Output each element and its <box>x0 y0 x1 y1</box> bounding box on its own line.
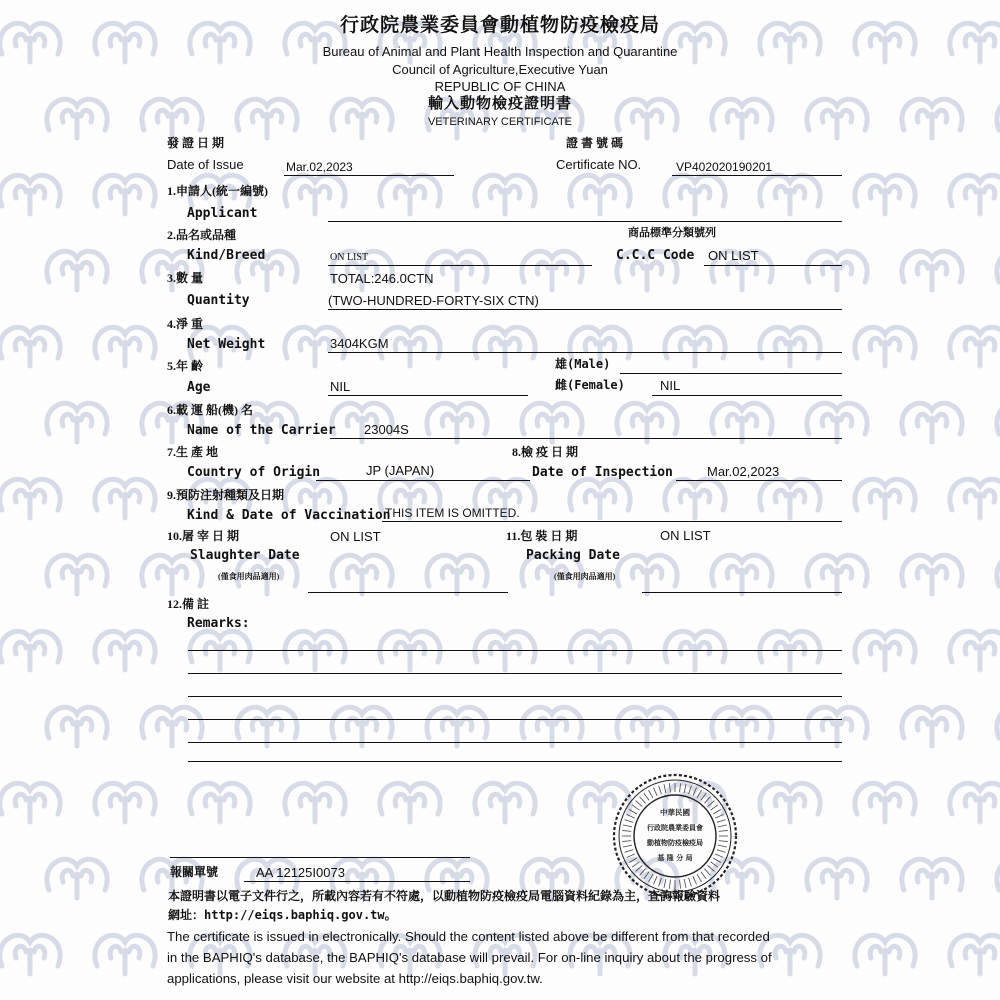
watermark-motif <box>760 479 820 518</box>
applicant-label-zh: 1.申請人(統一編號) <box>167 184 268 198</box>
inspection-line <box>676 480 842 481</box>
watermark-motif <box>475 327 535 366</box>
seal-ring-mark <box>711 805 718 810</box>
ccc-code-line <box>704 265 842 266</box>
ccc-code-label-zh: 商品標準分類號列 <box>628 227 716 239</box>
watermark-motif <box>190 783 250 822</box>
watermark-motif <box>760 327 820 366</box>
certificate-number-label: Certificate NO. <box>556 157 642 172</box>
watermark-motif <box>807 859 867 898</box>
watermark-motif <box>950 479 1000 518</box>
seal-ring-mark <box>625 850 634 853</box>
seal-line-4: 基 隆 分 局 <box>657 854 693 862</box>
customs-number-line <box>244 881 470 882</box>
watermark-motif <box>950 935 1000 974</box>
seal-ring-mark <box>649 790 654 798</box>
watermark-motif <box>807 555 867 594</box>
net-weight-label: Net Weight <box>187 337 266 352</box>
seal-ring-mark <box>664 879 666 888</box>
age-label: Age <box>187 380 211 395</box>
seal-ring-mark <box>625 820 634 823</box>
watermark-motif <box>950 327 1000 366</box>
watermark-motif <box>47 707 107 746</box>
seal-ring-mark <box>623 845 632 847</box>
seal-ring-mark <box>708 801 715 807</box>
watermark-motif <box>712 403 772 442</box>
remarks-line <box>188 719 842 720</box>
agency-title-en: Bureau of Animal and Plant Health Inspection and Quarantine <box>322 44 678 59</box>
watermark-motif <box>902 555 962 594</box>
remarks-line <box>188 742 842 743</box>
watermark-motif <box>902 403 962 442</box>
watermark-motif <box>0 783 60 822</box>
seal-ring-mark <box>693 788 697 796</box>
seal-ring-mark <box>704 797 710 804</box>
watermark-motif <box>617 403 677 442</box>
certificate-number-line <box>672 175 842 176</box>
seal-ring-mark <box>629 858 637 863</box>
remarks-label-zh: 12.備 註 <box>167 597 210 611</box>
seal-ring-mark <box>701 872 706 879</box>
watermark-motif <box>902 859 962 898</box>
watermark-motif <box>142 707 202 746</box>
packing-label: Packing Date <box>526 548 620 563</box>
seal-ring-mark <box>693 876 697 884</box>
watermark-motif <box>855 479 915 518</box>
watermark-motif <box>570 479 630 518</box>
watermark-motif <box>95 327 155 366</box>
seal-ring-mark <box>719 841 728 842</box>
remarks-line <box>188 761 842 762</box>
seal-line-1: 中華民國 <box>660 808 690 817</box>
applicant-line <box>328 221 842 222</box>
watermark-motif <box>47 251 107 290</box>
kind-label-zh: 2.品名或品種 <box>167 228 237 242</box>
customs-number-label: 報關單號 <box>170 865 219 879</box>
remarks-label: Remarks: <box>187 616 250 631</box>
document-title-en: VETERINARY CERTIFICATE <box>427 116 573 128</box>
watermark-motif <box>522 251 582 290</box>
seal-ring-mark <box>632 805 639 810</box>
seal-ring-mark <box>629 810 637 815</box>
footer-note-zh-1: 本證明書以電子文件行之，所載內容若有不符處，以動植物防疫檢疫局電腦資料紀錄為主，查詢報驗資料 <box>168 889 721 903</box>
slaughter-line <box>308 592 508 593</box>
watermark-motif <box>665 479 725 518</box>
watermark-motif <box>0 175 60 214</box>
seal-ring-mark <box>664 784 666 793</box>
seal-ring-mark <box>636 801 643 807</box>
remarks-line <box>188 696 842 697</box>
seal-ring-mark <box>669 880 670 889</box>
watermark-motif <box>712 707 772 746</box>
seal-ring-mark <box>715 814 723 818</box>
watermark-motif <box>950 631 1000 670</box>
watermark-motif <box>0 479 60 518</box>
seal-ring-mark <box>659 878 662 887</box>
watermark-motif <box>902 251 962 290</box>
watermark-motif <box>950 175 1000 214</box>
customs-top-line <box>170 857 470 858</box>
seal-ring-mark <box>653 788 657 796</box>
vaccination-line <box>382 521 842 522</box>
watermark-motif <box>427 251 487 290</box>
seal-ring-mark <box>689 786 692 795</box>
quantity-line <box>328 309 842 310</box>
seal-ring-mark <box>669 783 670 792</box>
seal-ring-mark <box>718 825 727 827</box>
footer-note-en-3: applications, please visit our website at http://eiqs.baphiq.gov.tw. <box>167 971 543 986</box>
vaccination-label-zh: 9.預防注射種類及日期 <box>167 488 285 502</box>
remarks-line <box>188 673 842 674</box>
watermark-motif <box>380 783 440 822</box>
seal-ring-mark <box>719 830 728 831</box>
seal-ring-mark <box>701 793 706 800</box>
slaughter-label: Slaughter Date <box>190 548 300 563</box>
watermark-motif <box>665 327 725 366</box>
watermark-motif <box>285 175 345 214</box>
origin-label: Country of Origin <box>187 465 321 480</box>
watermark-motif <box>0 327 60 366</box>
country-title: REPUBLIC OF CHINA <box>434 79 566 94</box>
ccc-code-label: C.C.C Code <box>616 248 695 263</box>
packing-note: (僅食用肉品適用) <box>554 572 616 581</box>
watermark-motif <box>617 707 677 746</box>
seal-ring-mark <box>680 783 681 792</box>
footer-note-zh-2: 網址：http://eiqs.baphiq.gov.tw。 <box>168 908 397 922</box>
carrier-value: 23004S <box>364 422 409 437</box>
net-weight-line <box>328 352 842 353</box>
vaccination-value: THIS ITEM IS OMITTED. <box>385 506 520 520</box>
applicant-label: Applicant <box>187 206 258 221</box>
quantity-value-words: (TWO-HUNDRED-FORTY-SIX CTN) <box>328 293 539 308</box>
official-seal <box>610 771 740 901</box>
watermark-motif <box>855 327 915 366</box>
seal-ring-mark <box>632 862 639 867</box>
seal-ring-mark <box>640 797 646 804</box>
watermark-motif <box>807 707 867 746</box>
seal-ring-mark <box>653 876 657 884</box>
net-weight-value: 3404KGM <box>330 336 389 351</box>
footer-note-en-1: The certificate is issued in electronically. Should the content listed above be different from that recorded <box>167 929 770 944</box>
remarks-line <box>188 650 842 651</box>
seal-ring-mark <box>713 858 721 863</box>
watermark-motif <box>332 707 392 746</box>
seal-ring-mark <box>649 874 654 882</box>
slaughter-note: (僅食用肉品適用) <box>218 572 280 581</box>
seal-ring-mark <box>659 786 662 795</box>
watermark-motif <box>855 175 915 214</box>
seal-ring-mark <box>622 830 631 831</box>
watermark-motif <box>665 175 725 214</box>
watermark-motif <box>95 631 155 670</box>
watermark-motif <box>522 403 582 442</box>
council-title: Council of Agriculture,Executive Yuan <box>392 62 608 77</box>
seal-ring-mark <box>622 841 631 842</box>
age-value: NIL <box>330 379 351 394</box>
seal-ring-mark <box>636 865 643 871</box>
document-title-zh: 輸入動物檢疫證明書 <box>427 96 572 112</box>
watermark-motif <box>617 555 677 594</box>
seal-ring-mark <box>697 874 702 882</box>
watermark-motif <box>47 403 107 442</box>
watermark-motif <box>380 175 440 214</box>
watermark-motif <box>475 175 535 214</box>
watermark-motif <box>855 631 915 670</box>
issue-date-label: Date of Issue <box>167 157 244 172</box>
seal-ring-mark <box>644 793 649 800</box>
seal-ring-mark <box>627 854 635 858</box>
agency-title-zh: 行政院農業委員會動植物防疫檢疫局 <box>339 15 660 36</box>
seal-ring-mark <box>704 869 710 876</box>
origin-line <box>316 480 530 481</box>
seal-ring-mark <box>684 879 686 888</box>
net-weight-label-zh: 4.淨 重 <box>167 317 204 331</box>
seal-line-3: 動植物防疫檢疫局 <box>647 839 703 847</box>
watermark-motif <box>285 783 345 822</box>
seal-ring-mark <box>715 854 723 858</box>
carrier-label: Name of the Carrier <box>187 423 336 438</box>
watermark-motif <box>95 783 155 822</box>
watermark-motif <box>95 935 155 974</box>
seal-line-2: 行政院農業委員會 <box>647 824 703 832</box>
sex-value: NIL <box>660 378 681 393</box>
seal-ring-mark <box>680 880 681 889</box>
watermark-motif <box>855 783 915 822</box>
seal-ring-mark <box>689 878 692 887</box>
watermark-motif <box>47 859 107 898</box>
watermark-motif <box>237 707 297 746</box>
issue-date-value: Mar.02,2023 <box>286 160 353 174</box>
seal-ring-mark <box>623 825 632 827</box>
watermark-motif <box>47 555 107 594</box>
watermark-motif <box>427 707 487 746</box>
slaughter-value: ON LIST <box>330 529 381 544</box>
watermark-motif <box>807 251 867 290</box>
packing-label-zh: 11.包 裝 日 期 <box>506 529 578 543</box>
female-line <box>652 395 842 396</box>
watermark-motif <box>950 783 1000 822</box>
watermark-motif <box>0 631 60 670</box>
watermark-motif <box>427 555 487 594</box>
issue-date-label-zh: 發 證 日 期 <box>167 136 225 150</box>
slaughter-label-zh: 10.屠 宰 日 期 <box>167 529 240 543</box>
watermark-motif <box>95 175 155 214</box>
quantity-value: TOTAL:246.0CTN <box>330 271 434 286</box>
certificate-number-value: VP402020190201 <box>676 160 773 174</box>
seal-ring-mark <box>684 784 686 793</box>
packing-value: ON LIST <box>660 528 711 543</box>
carrier-label-zh: 6.載 運 船(機) 名 <box>167 403 253 417</box>
watermark-motif <box>902 707 962 746</box>
watermark-motif <box>95 479 155 518</box>
seal-ring-mark <box>708 865 715 871</box>
issue-date-line <box>284 175 454 176</box>
seal-ring-mark <box>717 820 726 823</box>
seal-ring-mark <box>627 814 635 818</box>
origin-value: JP (JAPAN) <box>366 463 435 478</box>
watermark-motif <box>570 175 630 214</box>
watermark-motif <box>522 707 582 746</box>
watermark-motif <box>760 175 820 214</box>
origin-label-zh: 7.生 產 地 <box>167 445 219 459</box>
age-line <box>328 395 528 396</box>
carrier-line <box>330 438 842 439</box>
watermark-motif <box>332 555 392 594</box>
male-line <box>620 373 842 374</box>
watermark-motif <box>380 327 440 366</box>
seal-ring-mark <box>644 872 649 879</box>
seal-ring-mark <box>711 862 718 867</box>
inspection-value: Mar.02,2023 <box>707 464 780 479</box>
vaccination-label: Kind & Date of Vaccination <box>187 508 391 523</box>
quantity-label-zh: 3.數 量 <box>167 271 204 285</box>
seal-ring-mark <box>640 869 646 876</box>
age-label-zh: 5.年 齡 <box>167 359 204 373</box>
ccc-code-value: ON LIST <box>708 248 759 263</box>
customs-number-value: AA 12125I0073 <box>256 865 345 880</box>
watermark-motif <box>712 555 772 594</box>
male-label: 雄(Male) <box>555 357 611 371</box>
watermark-motif <box>0 935 60 974</box>
quantity-label: Quantity <box>187 293 250 308</box>
female-label: 雌(Female) <box>555 378 625 392</box>
watermark-motif <box>475 783 535 822</box>
watermark-motif <box>427 403 487 442</box>
seal-ring-mark <box>717 850 726 853</box>
kind-label: Kind/Breed <box>187 248 266 263</box>
footer-note-en-2: in the BAPHIQ's database, the BAPHIQ's database will prevail. For on-line inquiry about the progress of <box>167 950 772 965</box>
kind-value: ON LIST <box>330 252 369 263</box>
certificate-number-label-zh: 證 書 號 碼 <box>566 136 624 150</box>
watermark-motif <box>760 783 820 822</box>
seal-ring-mark <box>697 790 702 798</box>
seal-ring-mark <box>718 845 727 847</box>
seal-ring-mark <box>713 810 721 815</box>
watermark-motif <box>855 935 915 974</box>
kind-line <box>328 265 592 266</box>
inspection-label: Date of Inspection <box>532 465 673 480</box>
inspection-label-zh: 8.檢 疫 日 期 <box>512 445 579 459</box>
packing-line <box>642 592 842 593</box>
watermark-motif <box>807 403 867 442</box>
